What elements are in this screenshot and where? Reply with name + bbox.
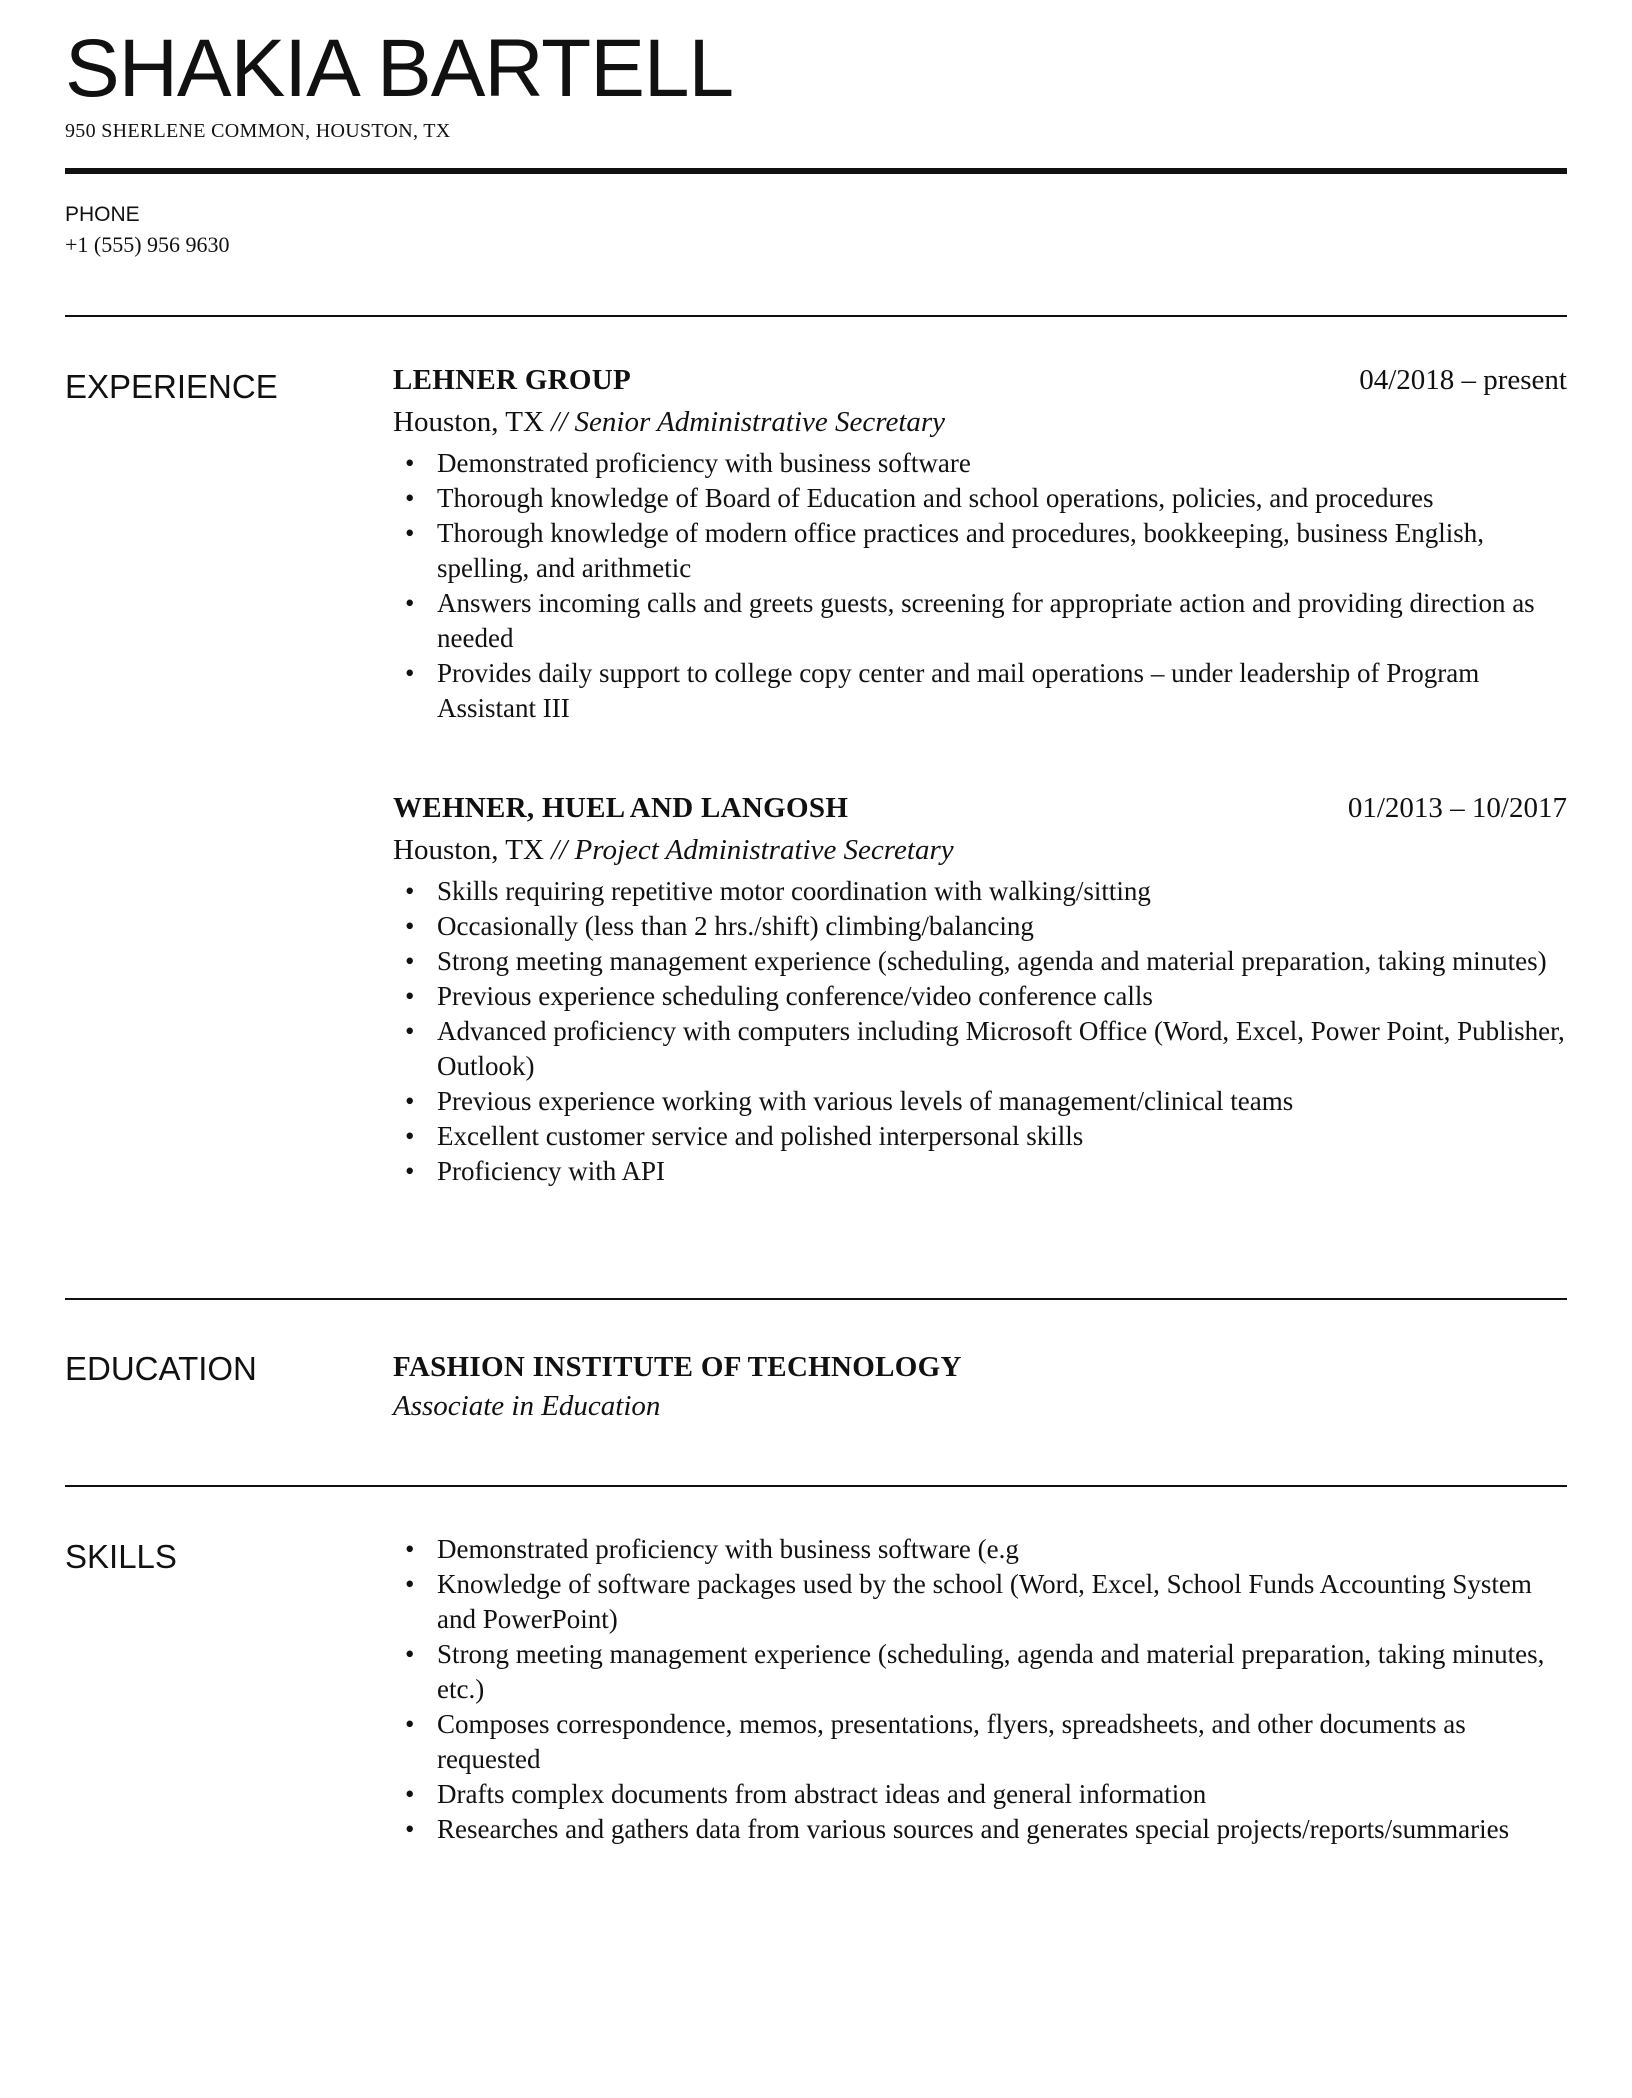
job-bullets	[393, 446, 1567, 726]
section-divider	[65, 315, 1567, 317]
section-divider	[65, 1485, 1567, 1487]
list-item: • Answers incoming calls and greets guests, screening for appropriate action and providing direction as needed	[393, 586, 1567, 656]
list-item: • Skills requiring repetitive motor coordination with walking/sitting	[393, 874, 1567, 909]
list-item: • Composes correspondence, memos, presentations, flyers, spreadsheets, and other documents as requested	[393, 1707, 1567, 1777]
phone-number: +1 (555) 956 9630	[65, 232, 230, 257]
job-bullets	[393, 874, 1567, 1189]
address: 950 SHERLENE COMMON, HOUSTON, TX	[65, 120, 451, 142]
header-divider	[65, 168, 1567, 174]
list-item: • Thorough knowledge of Board of Education and school operations, policies, and procedures	[393, 481, 1567, 516]
company-name: LEHNER GROUP	[393, 364, 632, 396]
list-item: • Strong meeting management experience (scheduling, agenda and material preparation, taking minutes, etc.)	[393, 1637, 1567, 1707]
job-title: Senior Administrative Secretary	[574, 406, 946, 438]
candidate-name: SHAKIA BARTELL	[65, 23, 734, 114]
job-entry	[393, 792, 1567, 1189]
list-item: • Excellent customer service and polished interpersonal skills	[393, 1119, 1567, 1154]
degree: Associate in Education	[393, 1390, 661, 1422]
list-item: • Demonstrated proficiency with business software	[393, 446, 1567, 481]
list-item: • Provides daily support to college copy center and mail operations – under leadership of Program Assistant III	[393, 656, 1567, 726]
job-location: Houston, TX	[393, 406, 544, 438]
company-name: WEHNER, HUEL AND LANGOSH	[393, 792, 849, 824]
list-item: • Proficiency with API	[393, 1154, 1567, 1189]
education-entry	[393, 1348, 1567, 1426]
list-item: • Previous experience working with various levels of management/clinical teams	[393, 1084, 1567, 1119]
skills-list-container	[393, 1532, 1567, 1847]
experience-heading: EXPERIENCE	[65, 368, 278, 405]
list-item: • Occasionally (less than 2 hrs./shift) climbing/balancing	[393, 909, 1567, 944]
skills-heading: SKILLS	[65, 1538, 177, 1575]
job-entry	[393, 364, 1567, 726]
education-heading: EDUCATION	[65, 1350, 257, 1387]
list-item: • Thorough knowledge of modern office practices and procedures, bookkeeping, business English, spelling, and arithmetic	[393, 516, 1567, 586]
skills-list	[393, 1532, 1567, 1847]
phone-label: PHONE	[65, 203, 140, 226]
job-title: Project Administrative Secretary	[574, 834, 954, 866]
school-name: FASHION INSTITUTE OF TECHNOLOGY	[393, 1351, 962, 1383]
section-divider	[65, 1298, 1567, 1300]
list-item: • Drafts complex documents from abstract ideas and general information	[393, 1777, 1567, 1812]
job-location: Houston, TX	[393, 834, 544, 866]
list-item: • Advanced proficiency with computers including Microsoft Office (Word, Excel, Power Point, Publisher, Outlook)	[393, 1014, 1567, 1084]
list-item: • Strong meeting management experience (scheduling, agenda and material preparation, taking minutes)	[393, 944, 1567, 979]
list-item: • Knowledge of software packages used by the school (Word, Excel, School Funds Accounting System and PowerPoint)	[393, 1567, 1567, 1637]
job-dates: 01/2013 – 10/2017	[1347, 792, 1567, 824]
job-separator: //	[551, 406, 568, 438]
list-item: • Previous experience scheduling conference/video conference calls	[393, 979, 1567, 1014]
job-separator: //	[551, 834, 568, 866]
job-dates: 04/2018 – present	[1359, 364, 1567, 396]
list-item: • Demonstrated proficiency with business software (e.g	[393, 1532, 1567, 1567]
list-item: • Researches and gathers data from various sources and generates special projects/reports/summaries	[393, 1812, 1567, 1847]
